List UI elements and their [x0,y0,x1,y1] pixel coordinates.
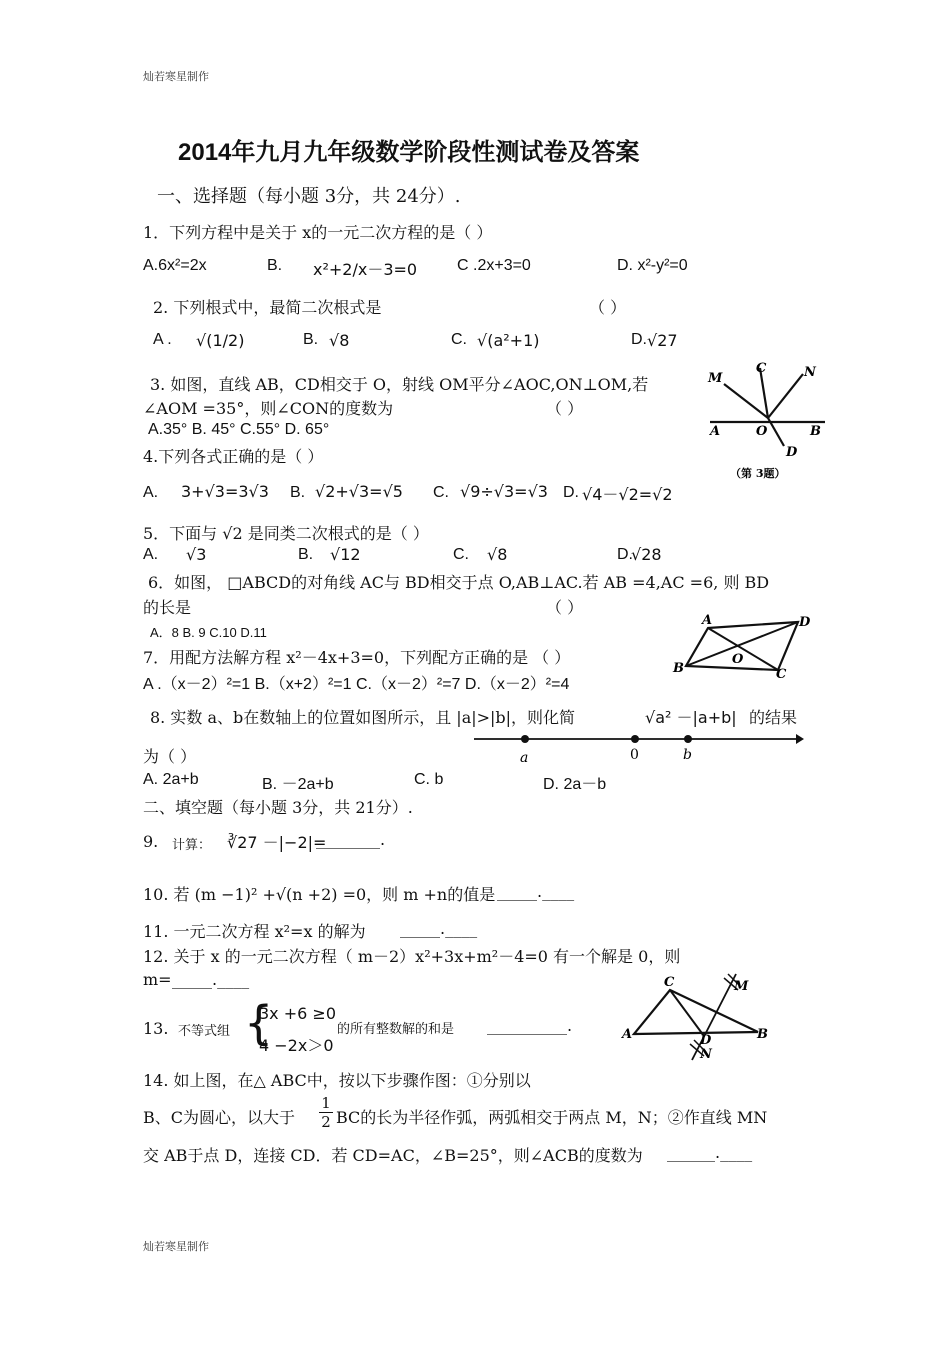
q10-answer-blank[interactable]: _____.____ [497,882,575,901]
q3-options: A.35° B. 45° C.55° D. 65° [148,421,330,438]
q14-label-b: B [757,1027,768,1042]
q3-line-2: ∠AOM =35°，则∠CON的度数为 [143,399,394,418]
q8-axis-arrow [796,734,804,744]
q3-label-a: A [710,424,721,439]
q2-option-d-label: D. [631,331,647,348]
q14-line-2a: B、C为圆心，以大于 [143,1108,296,1127]
q7-stem: 7．用配方法解方程 x²－4x+3=0，下列配方正确的是 （ ） [143,648,571,667]
q2-option-a-expr: √(1/2) [196,331,245,350]
q3-line-1: 3. 如图，直线 AB，CD相交于 O，射线 OM平分∠AOC,ON⊥OM,若 [150,375,649,394]
footer-note: 灿若寒星制作 [143,1240,209,1253]
q8-label-b: b [683,747,692,763]
q8-option-b: B. －2a+b [262,776,334,793]
q3-label-c: C [756,361,767,376]
q6-options: A．8 B. 9 C.10 D.11 [150,625,267,640]
q8-line-2: 为（ ） [143,747,197,766]
q4-option-a-label: A. [143,484,159,501]
q3-label-n: N [804,365,816,380]
q12-answer-blank[interactable]: _____.____ [172,970,250,989]
q4-option-d-expr: √4－√2=√2 [582,485,673,504]
q2-option-d-expr: √27 [647,331,678,350]
q10-text: 10. 若 (m −1)² +√(n +2) =0，则 m +n的值是 [143,885,496,904]
q4-option-a-expr: 3+√3=3√3 [181,482,269,501]
q14-label-c: C [664,975,675,990]
q9-prefix: 9. [143,832,159,851]
section-1-heading: 一、选择题（每小题 3分，共 24分）. [157,186,461,207]
q4-stem: 4.下列各式正确的是（ ） [143,447,324,466]
q13-label: 不等式组 [178,1024,231,1039]
q1-option-b-expr: x²+2/x－3=0 [313,260,418,279]
q3-paren: （ ） [546,399,584,418]
q14-label-n: N [700,1047,712,1062]
q2-stem: 2. 下列根式中，最简二次根式是 [153,298,382,317]
q8-point-a [521,735,529,743]
q14-answer-blank[interactable]: ______.____ [667,1143,753,1162]
q3-ray-on [768,374,803,418]
q6-line-2: 的长是 [143,598,192,617]
q8-point-b [684,735,692,743]
q1-option-b-label: B. [267,257,283,274]
q8-option-a: A. 2a+b [143,771,199,788]
q6-label-b: B [673,661,684,676]
q14-line-2b: BC的长为半径作弧，两弧相交于两点 M，N；②作直线 MN [336,1108,768,1127]
q14-figure [620,970,770,1065]
q1-stem: 1．下列方程中是关于 x的一元二次方程的是（ ） [143,223,493,242]
q8-label-a: a [520,750,529,766]
q8-expression: √a² －|a+b| [645,708,737,727]
q14-triangle-abc [634,990,758,1034]
q9-expression: ∛27 －|−2|= [227,833,327,852]
q3-label-o: O [756,424,768,439]
q11-answer-blank[interactable]: _____.____ [400,919,478,938]
header-note: 灿若寒星制作 [143,70,209,83]
q4-option-b-label: B. [290,484,306,501]
q14-fraction [319,1094,333,1131]
q14-line-mn [692,974,736,1060]
q8-line-1: 8. 实数 a、b在数轴上的位置如图所示，且 |a|>|b|，则化简 [150,708,576,727]
q14-label-a: A [622,1027,633,1042]
q14-line-3: 交 AB于点 D，连接 CD．若 CD=AC，∠B=25°，则∠ACB的度数为 [143,1146,643,1165]
q6-label-a: A [702,613,713,628]
q13-brace-icon: { [244,996,274,1050]
q12-line-2: m= [143,970,172,989]
q8-option-c: C. b [414,771,444,788]
q5-option-d-expr: √28 [631,545,662,564]
q9-label: 计算： [172,838,212,853]
q5-option-a-label: A. [143,546,159,563]
q14-line-1: 14. 如上图，在△ ABC中，按以下步骤作图：①分别以 [143,1071,531,1090]
page-title: 2014年九月九年级数学阶段性测试卷及答案 [178,139,640,166]
q6-paren: （ ） [546,598,584,617]
q3-figure [700,360,830,485]
q5-option-a-expr: √3 [186,545,207,564]
q5-option-c-label: C. [453,546,469,563]
q6-label-c: C [776,667,787,682]
q1-option-c: C .2x+3=0 [457,257,531,274]
q6-line-1: 6．如图， □ABCD的对角线 AC与 BD相交于点 O,AB⊥AC.若 AB =4,AC =6, 则 BD [148,573,770,592]
q5-stem: 5．下面与 √2 是同类二次根式的是（ ） [143,524,429,543]
q7-options: A .（x－2）²=1 B.（x+2）²=1 C.（x－2）²=7 D.（x－2）²=4 [143,676,570,693]
q1-option-a: A.6x²=2x [143,257,207,274]
q4-option-b-expr: √2+√3=√5 [315,482,403,501]
q2-option-c-expr: √(a²+1) [477,331,540,350]
q12-line-1: 12. 关于 x 的一元二次方程（ m－2）x²+3x+m²－4=0 有一个解是 0，则 [143,947,681,966]
q8-line-1-end: 的结果 [749,708,798,727]
q8-number-line [470,728,805,768]
q3-label-d: D [786,445,798,460]
q8-label-0: 0 [630,747,639,763]
q3-label-b: B [810,424,821,439]
q2-option-b-expr: √8 [329,331,350,350]
q3-figure-caption: （第 3题） [730,467,786,480]
q5-option-b-label: B. [298,546,314,563]
q5-option-c-expr: √8 [487,545,508,564]
q2-option-b-label: B. [303,331,319,348]
q13-row-1: 3x +6 ≥0 [259,1004,336,1023]
q13-row-2: 4 −2x＞0 [259,1036,334,1055]
q4-option-d-label: D. [563,484,579,501]
q14-label-d: D [700,1033,712,1048]
q9-answer-blank[interactable]: ________. [316,830,386,849]
q2-paren: （ ） [589,298,627,317]
q13-prefix: 13. [143,1019,169,1038]
q6-label-d: D [799,615,811,630]
q4-option-c-label: C. [433,484,449,501]
q6-label-o: O [732,652,744,667]
q13-answer-blank[interactable]: __________. [487,1016,573,1035]
q11-text: 11. 一元二次方程 x²=x 的解为 [143,922,366,941]
q3-ray-om [724,384,768,418]
q13-suffix: 的所有整数解的和是 [337,1022,455,1037]
section-2-heading: 二、填空题（每小题 3分，共 21分）. [143,798,413,817]
q1-option-d: D. x²-y²=0 [617,257,688,274]
q3-label-m: M [708,371,723,386]
q14-fraction-denominator: 2 [321,1113,331,1131]
q6-figure [670,610,820,682]
q5-option-d-label: D. [617,546,633,563]
q2-option-a-label: A . [153,331,172,348]
q2-option-c-label: C. [451,331,467,348]
q14-label-m: M [734,979,749,994]
q14-fraction-numerator: 1 [319,1094,333,1113]
q8-point-0 [631,735,639,743]
q5-option-b-expr: √12 [330,545,361,564]
q4-option-c-expr: √9÷√3=√3 [460,482,548,501]
q8-option-d: D. 2a－b [543,776,607,793]
